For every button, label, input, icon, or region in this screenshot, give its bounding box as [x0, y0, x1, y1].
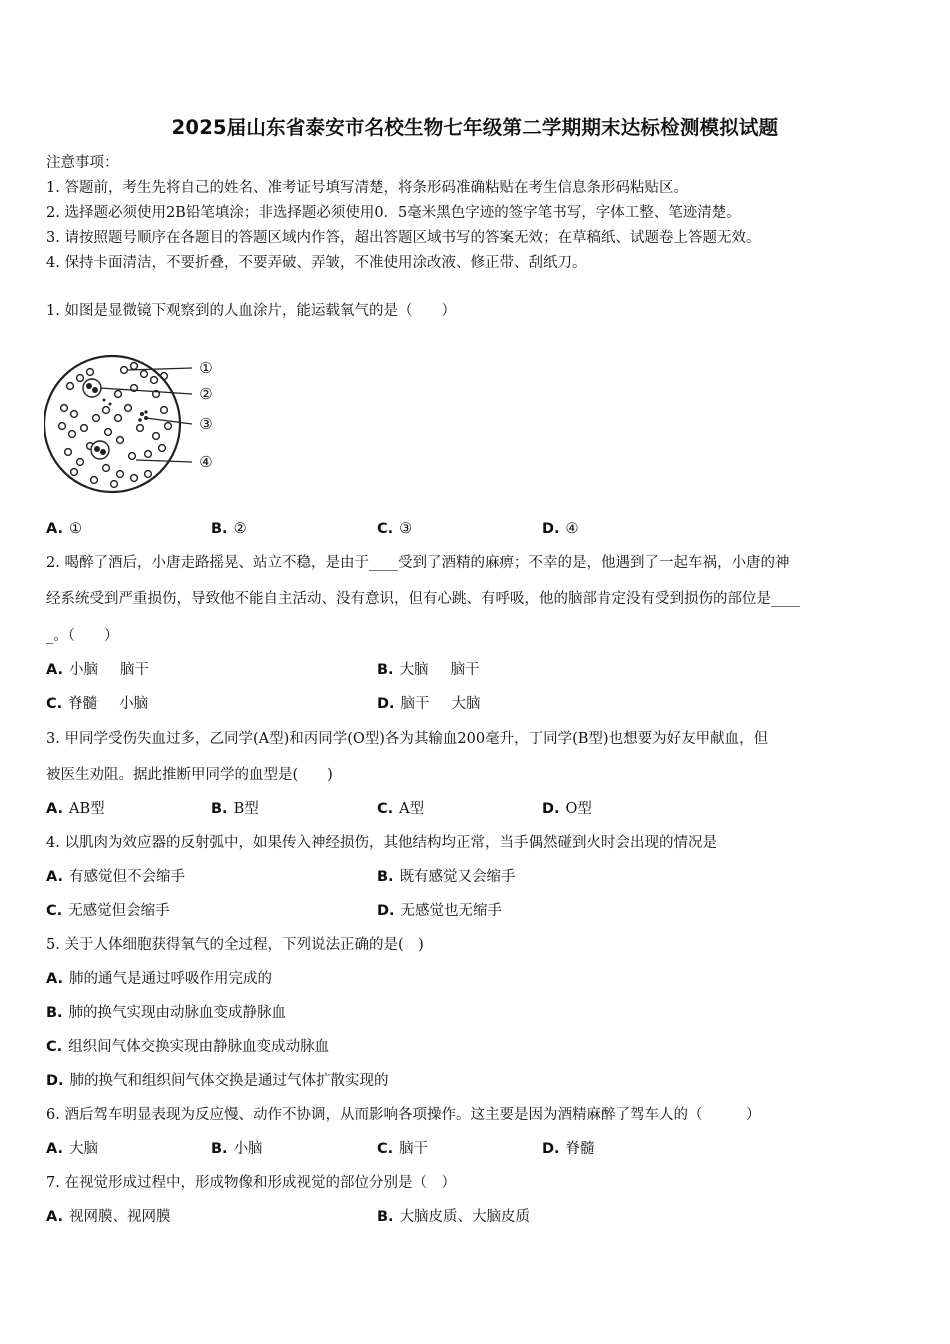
option-6c: C. 脑干 [377, 1141, 429, 1157]
option-1b: B. ② [211, 521, 247, 537]
option-6b: B. 小脑 [211, 1141, 263, 1157]
question-2-stem: _。（ ） [46, 628, 119, 644]
notice-item: 2. 选择题必须使用2B铅笔填涂；非选择题必须使用0．5毫米黑色字迹的签字笔书写，字体工整、笔迹清楚。 [46, 205, 741, 221]
question-4-stem: 4. 以肌肉为效应器的反射弧中，如果传入神经损伤，其他结构均正常，当手偶然碰到火时会出现的情况是 [46, 835, 717, 851]
option-3b: B. B型 [211, 801, 259, 817]
blood-smear-figure [44, 348, 224, 504]
option-3c: C. A型 [377, 801, 425, 817]
option-2a: A. 小脑 脑干 [46, 662, 149, 678]
exam-title: 2025届山东省泰安市名校生物七年级第二学期期末达标检测模拟试题 [171, 116, 779, 139]
option-4b: B. 既有感觉又会缩手 [377, 869, 516, 885]
question-3-stem: 3. 甲同学受伤失血过多，乙同学(A型)和丙同学(O型)各为其输血200毫升，丁同学(B型)也想要为好友甲献血，但 [46, 731, 769, 747]
option-1c: C. ③ [377, 521, 413, 537]
option-3a: A. AB型 [46, 801, 105, 817]
option-2b: B. 大脑 脑干 [377, 662, 480, 678]
question-7-stem: 7. 在视觉形成过程中，形成物像和形成视觉的部位分别是（ ） [46, 1175, 456, 1191]
white-blood-cell-2 [91, 441, 109, 459]
question-2-stem: 2. 喝醉了酒后，小唐走路摇晃、站立不稳，是由于____受到了酒精的麻痹；不幸的是，他遇到了一起车祸，小唐的神 [46, 555, 790, 571]
white-blood-cell-1 [83, 379, 101, 397]
option-5c: C. 组织间气体交换实现由静脉血变成动脉血 [46, 1039, 330, 1055]
option-5b: B. 肺的换气实现由动脉血变成静脉血 [46, 1005, 287, 1021]
question-1-stem: 1. 如图是显微镜下观察到的人血涂片，能运载氧气的是（ ） [46, 303, 456, 319]
figure-label-3: ③ [199, 415, 213, 433]
option-1a: A. ① [46, 521, 82, 537]
option-5d: D. 肺的换气和组织间气体交换是通过气体扩散实现的 [46, 1073, 389, 1089]
option-4c: C. 无感觉但会缩手 [46, 903, 170, 919]
option-6a: A. 大脑 [46, 1141, 98, 1157]
figure-label-1: ① [199, 359, 213, 377]
notice-item: 1. 答题前，考生先将自己的姓名、准考证号填写清楚，将条形码准确粘贴在考生信息条形码粘贴区。 [46, 180, 688, 196]
question-5-stem: 5. 关于人体细胞获得氧气的全过程，下列说法正确的是( ) [46, 937, 424, 953]
question-3-stem: 被医生劝阻。据此推断甲同学的血型是( ) [46, 767, 333, 783]
option-1d: D. ④ [542, 521, 579, 537]
option-7b: B. 大脑皮质、大脑皮质 [377, 1209, 531, 1225]
option-4d: D. 无感觉也无缩手 [377, 903, 503, 919]
question-6-stem: 6. 酒后驾车明显表现为反应慢、动作不协调，从而影响各项操作。这主要是因为酒精麻醉了驾车人的（ ） [46, 1107, 761, 1123]
notice-item: 4. 保持卡面清洁，不要折叠，不要弄破、弄皱，不准使用涂改液、修正带、刮纸刀。 [46, 255, 587, 271]
notice-item: 3. 请按照题号顺序在各题目的答题区域内作答，超出答题区域书写的答案无效；在草稿纸、试题卷上答题无效。 [46, 230, 761, 246]
option-2d: D. 脑干 大脑 [377, 696, 481, 712]
figure-label-2: ② [199, 385, 213, 403]
option-2c: C. 脊髓 小脑 [46, 696, 149, 712]
notice-heading: 注意事项： [46, 155, 119, 171]
option-3d: D. O型 [542, 801, 592, 817]
option-7a: A. 视网膜、视网膜 [46, 1209, 171, 1225]
option-5a: A. 肺的通气是通过呼吸作用完成的 [46, 971, 272, 987]
question-2-stem: 经系统受到严重损伤，导致他不能自主活动、没有意识，但有心跳、有呼吸，他的脑部肯定没有受到损伤的部位是____ [46, 591, 800, 607]
figure-label-4: ④ [199, 453, 213, 471]
option-6d: D. 脊髓 [542, 1141, 595, 1157]
option-4a: A. 有感觉但不会缩手 [46, 869, 185, 885]
